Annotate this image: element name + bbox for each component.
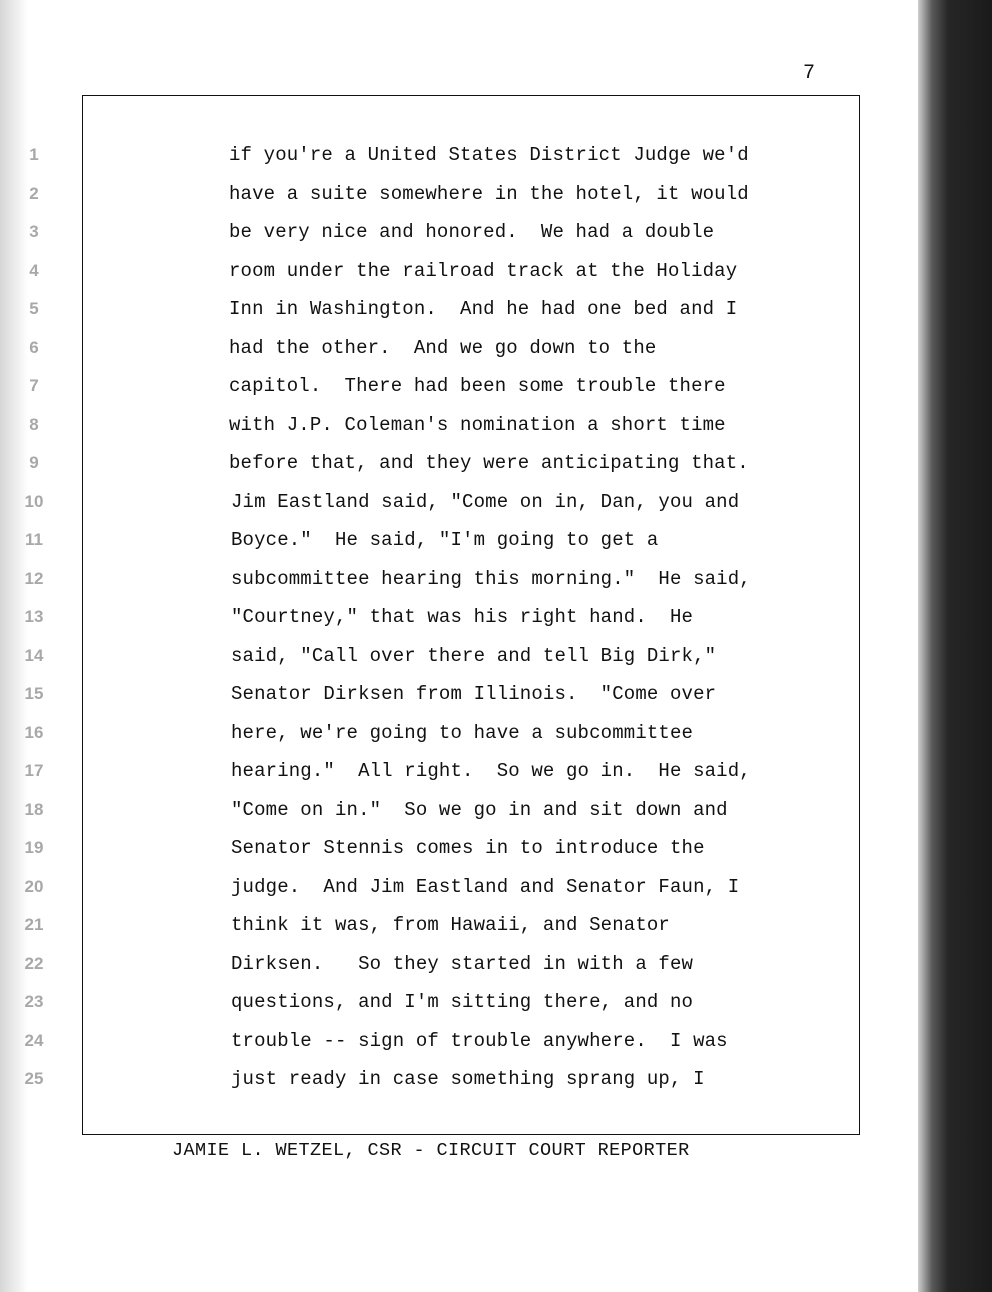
line-number: 5 [29,299,39,318]
transcript-line: Boyce." He said, "I'm going to get a [231,529,659,551]
transcript-line: Senator Dirksen from Illinois. "Come over [231,683,717,705]
line-number: 19 [24,838,44,857]
line-number: 14 [24,645,44,665]
transcript-line: Dirksen. So they started in with a few [231,952,694,975]
transcript-line: had the other. And we go down to the [229,336,657,359]
line-number: 23 [24,992,44,1011]
transcript-line: have a suite somewhere in the hotel, it would [229,182,749,205]
line-number: 25 [24,1069,44,1088]
line-number: 4 [29,260,39,280]
scan-dark-edge [918,0,992,1292]
line-number: 9 [29,453,39,472]
line-number: 2 [29,183,39,203]
line-number: 16 [24,722,44,742]
line-number: 21 [24,915,44,934]
transcript-line: be very nice and honored. We had a double [229,221,715,243]
line-number: 20 [24,876,44,896]
line-number: 7 [29,376,39,395]
transcript-line: with J.P. Coleman's nomination a short time [229,413,726,436]
transcript-line: trouble -- sign of trouble anywhere. I was [231,1029,728,1052]
line-number: 17 [24,761,44,780]
transcript-line: questions, and I'm sitting there, and no [231,991,694,1013]
line-number: 24 [24,1030,44,1050]
transcript-line: subcommittee hearing this morning." He said, [231,567,751,590]
transcript-line: if you're a United States District Judge we'd [229,144,749,166]
line-number: 13 [24,607,44,626]
transcript-line: judge. And Jim Eastland and Senator Faun, I [231,875,740,898]
transcript-line: Senator Stennis comes in to introduce the [231,837,705,859]
line-number: 22 [24,953,44,973]
transcript-line: "Courtney," that was his right hand. He [231,606,694,628]
line-number: 3 [29,222,39,241]
reporter-footer: JAMIE L. WETZEL, CSR - CIRCUIT COURT REPORTER [172,1140,690,1161]
transcript-line: "Come on in." So we go in and sit down and [231,798,728,821]
transcript-line: here, we're going to have a subcommittee [231,721,694,744]
transcript-line: think it was, from Hawaii, and Senator [231,914,670,936]
line-number: 10 [24,491,44,511]
transcript-line: Inn in Washington. And he had one bed and I [229,298,738,320]
transcript-line: said, "Call over there and tell Big Dirk," [231,644,717,667]
line-number: 8 [29,414,39,434]
line-number: 18 [24,799,44,819]
page-number: 7 [802,62,815,85]
transcript-line: before that, and they were anticipating that. [229,452,749,474]
line-number: 12 [24,568,44,588]
transcript-line: capitol. There had been some trouble there [229,375,726,397]
line-number: 11 [25,530,43,549]
transcript-line: room under the railroad track at the Holiday [229,259,738,282]
line-number: 1 [29,145,39,164]
line-number: 6 [29,337,39,357]
transcript-line: hearing." All right. So we go in. He said, [231,760,751,782]
transcript-line: Jim Eastland said, "Come on in, Dan, you and [231,490,740,513]
transcript-line: just ready in case something sprang up, I [231,1068,705,1090]
line-number: 15 [24,684,44,703]
